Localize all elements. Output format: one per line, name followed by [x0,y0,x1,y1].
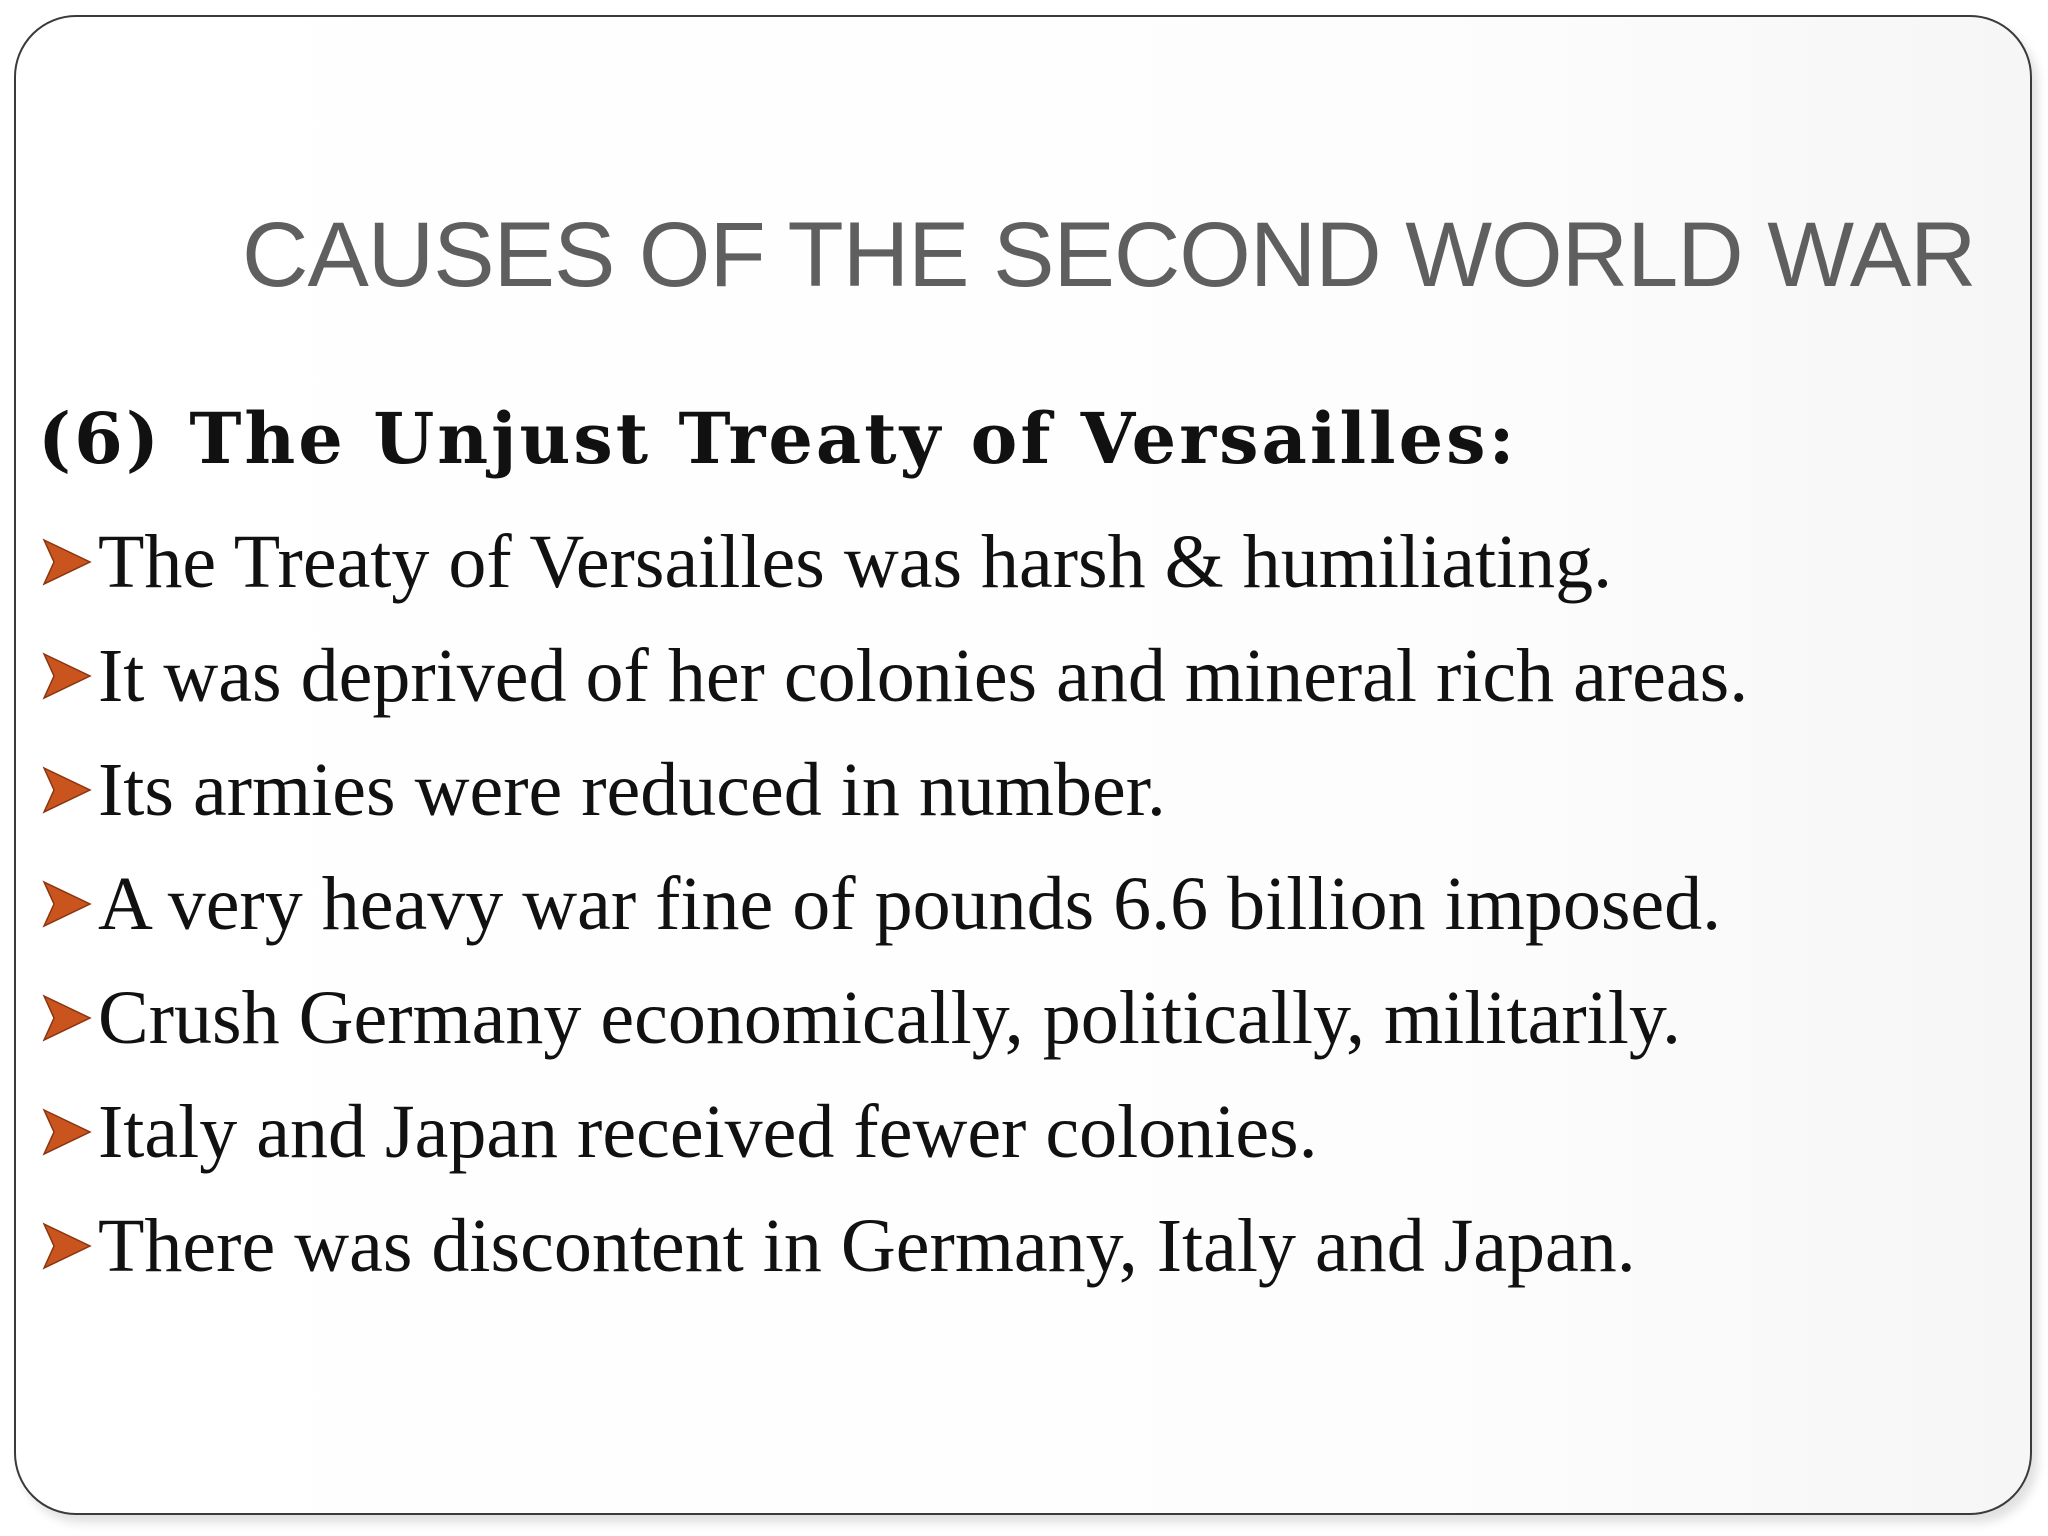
bullet-item [38,619,1748,733]
section-heading: (6) The Unjust Treaty of Versailles: [38,397,1518,480]
arrow-bullet-icon [38,1102,96,1162]
bullet-text: The Treaty of Versailles was harsh & humiliating. [98,520,1613,604]
arrow-bullet-icon [38,874,96,934]
bullet-text: Its armies were reduced in number. [98,748,1166,832]
arrow-bullet-icon [38,532,96,592]
bullet-item [38,733,1748,847]
bullet-text: It was deprived of her colonies and mineral rich areas. [98,634,1749,718]
bullet-item [38,961,1748,1075]
arrow-bullet-icon [38,988,96,1048]
bullet-text: Italy and Japan received fewer colonies. [98,1090,1318,1174]
slide-frame [14,15,2032,1515]
bullet-list [38,505,1748,1303]
bullet-text: A very heavy war fine of pounds 6.6 billion imposed. [98,862,1722,946]
bullet-text: Crush Germany economically, politically, militarily. [98,976,1681,1060]
bullet-item [38,1189,1748,1303]
bullet-item [38,847,1748,961]
bullet-item [38,1075,1748,1189]
arrow-bullet-icon [38,646,96,706]
bullet-item [38,505,1748,619]
arrow-bullet-icon [38,1216,96,1276]
bullet-text: There was discontent in Germany, Italy and Japan. [98,1204,1636,1288]
arrow-bullet-icon [38,760,96,820]
slide-title: CAUSES OF THE SECOND WORLD WAR [242,204,1976,306]
